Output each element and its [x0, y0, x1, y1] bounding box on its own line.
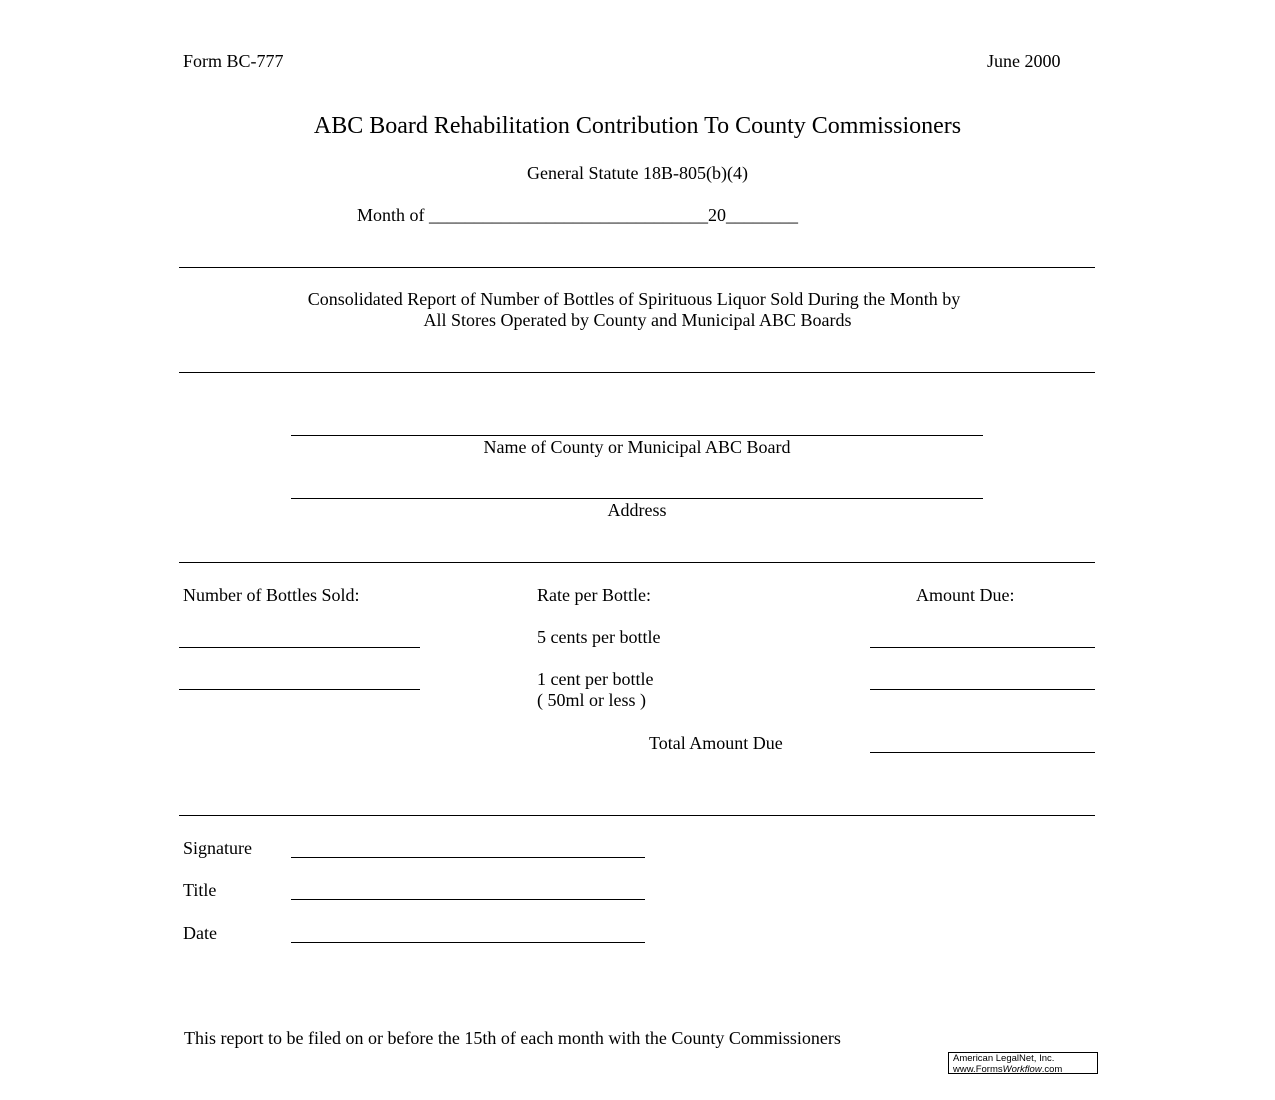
signature-field[interactable] [291, 857, 645, 858]
title-label: Title [183, 880, 217, 900]
form-number: Form BC-777 [183, 51, 284, 71]
form-date: June 2000 [987, 51, 1061, 71]
amount-due-field-2[interactable] [870, 689, 1095, 690]
divider [179, 815, 1095, 816]
page-title: ABC Board Rehabilitation Contribution To County Commissioners [313, 113, 962, 139]
amount-due-header: Amount Due: [916, 585, 1015, 605]
month-blank[interactable]: _______________________________ [429, 205, 708, 225]
divider [179, 562, 1095, 563]
publisher-badge [948, 1052, 1098, 1074]
rate-1-cent: 1 cent per bottle [537, 669, 654, 689]
date-label: Date [183, 923, 217, 943]
title-field[interactable] [291, 899, 645, 900]
date-field[interactable] [291, 942, 645, 943]
month-line [357, 205, 798, 226]
report-description-line1: Consolidated Report of Number of Bottles of Spirituous Liquor Sold During the Month by [307, 289, 961, 309]
bottles-sold-field-1[interactable] [179, 647, 420, 648]
total-amount-field[interactable] [870, 752, 1095, 753]
divider [179, 267, 1095, 268]
signature-label: Signature [183, 838, 252, 858]
address-label: Address [607, 500, 667, 520]
bottles-sold-field-2[interactable] [179, 689, 420, 690]
rate-1-cent-note: ( 50ml or less ) [537, 690, 646, 710]
amount-due-field-1[interactable] [870, 647, 1095, 648]
divider [179, 372, 1095, 373]
year-blank[interactable]: ________ [726, 205, 798, 225]
rate-header: Rate per Bottle: [537, 585, 651, 605]
report-description-line2: All Stores Operated by County and Municipal ABC Boards [423, 310, 852, 330]
total-amount-label: Total Amount Due [649, 733, 783, 753]
board-name-field[interactable] [291, 435, 983, 436]
statute-reference: General Statute 18B-805(b)(4) [527, 163, 748, 183]
board-name-label: Name of County or Municipal ABC Board [483, 437, 791, 457]
address-field[interactable] [291, 498, 983, 499]
month-label: Month of [357, 205, 425, 225]
bottles-sold-header: Number of Bottles Sold: [183, 585, 360, 605]
rate-5-cents: 5 cents per bottle [537, 627, 661, 647]
filing-note: This report to be filed on or before the 15th of each month with the County Commissioners [184, 1028, 841, 1048]
publisher-url: www.FormsWorkflow.com [953, 1064, 1063, 1075]
year-prefix: 20 [708, 205, 726, 225]
publisher-name: American LegalNet, Inc. [953, 1053, 1055, 1064]
